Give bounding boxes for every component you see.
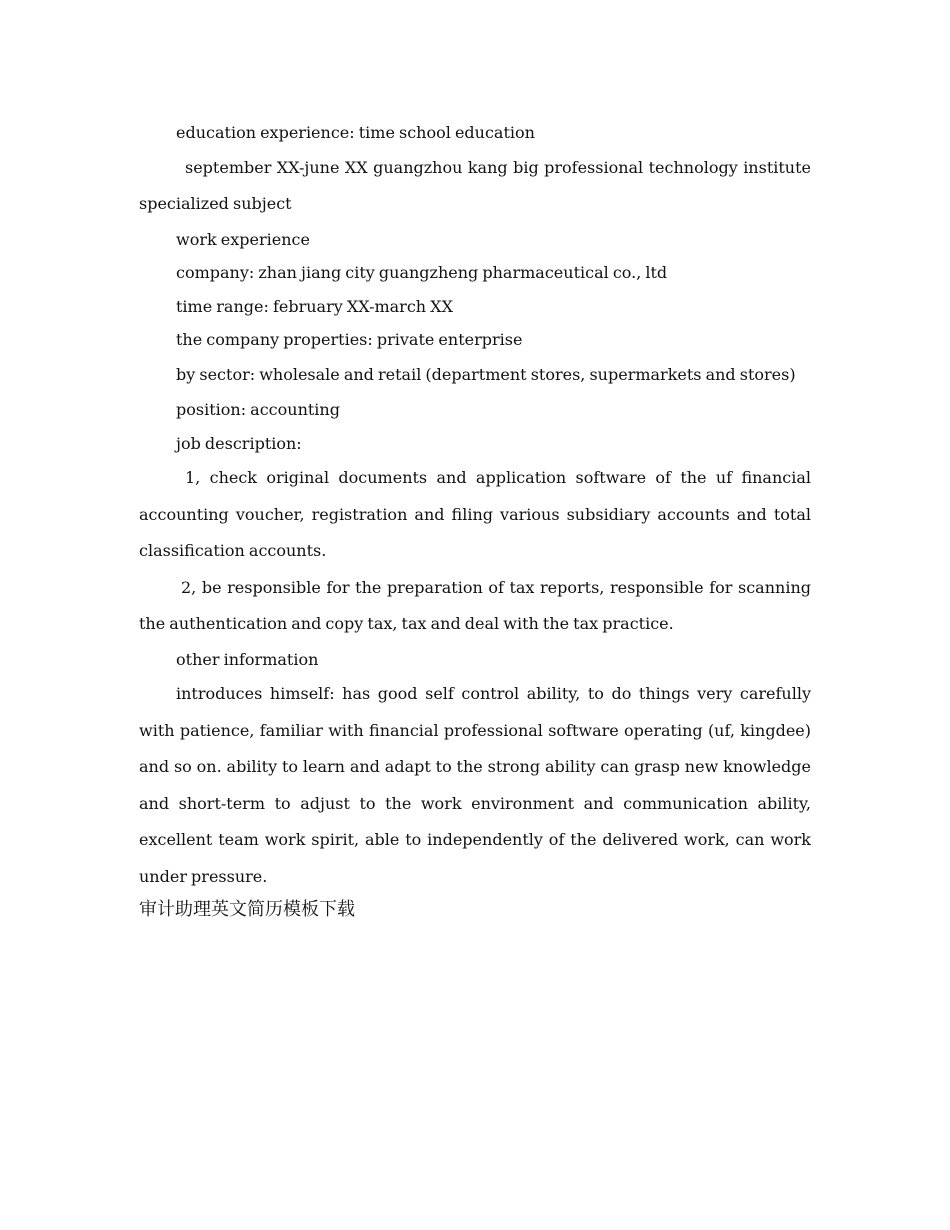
- paragraph-education-experience: education experience: time school education: [176, 123, 535, 142]
- document-body: [139, 116, 811, 925]
- footer-title: 审计助理英文简历模板下载: [139, 899, 355, 920]
- paragraph-company-properties: the company properties: private enterprise: [176, 330, 523, 349]
- paragraph-duty-2: 2, be responsible for the preparation of tax reports, responsible for scanning the authentication and copy tax, tax and deal with the tax practice.: [139, 577, 811, 633]
- paragraph-work-experience: work experience: [176, 229, 310, 249]
- paragraph-sector: by sector: wholesale and retail (department stores, supermarkets and stores): [176, 364, 796, 384]
- paragraph-self-introduction: introduces himself: has good self control ability, to do things very carefully with patience, familiar with financial professional software operating (uf, kingdee) and so on. ability to learn and adapt to the strong ability can grasp new knowledge and short-term to adjust to the work environment and communication ability, excellent team work spirit, able to independently of the delivered work, can work under pressure.: [139, 684, 811, 886]
- paragraph-other-information: other information: [176, 649, 319, 669]
- paragraph-position: position: accounting: [176, 400, 340, 419]
- paragraph-time-range: time range: february XX-march XX: [176, 296, 453, 316]
- paragraph-education-detail: september XX-june XX guangzhou kang big professional technology institute specialized subject: [139, 157, 811, 213]
- paragraph-company: company: zhan jiang city guangzheng pharmaceutical co., ltd: [176, 263, 668, 282]
- paragraph-duty-1: 1, check original documents and application software of the uf financial accounting voucher, registration and filing various subsidiary accounts and total classification accounts.: [139, 468, 811, 560]
- paragraph-job-description: job description:: [176, 433, 302, 453]
